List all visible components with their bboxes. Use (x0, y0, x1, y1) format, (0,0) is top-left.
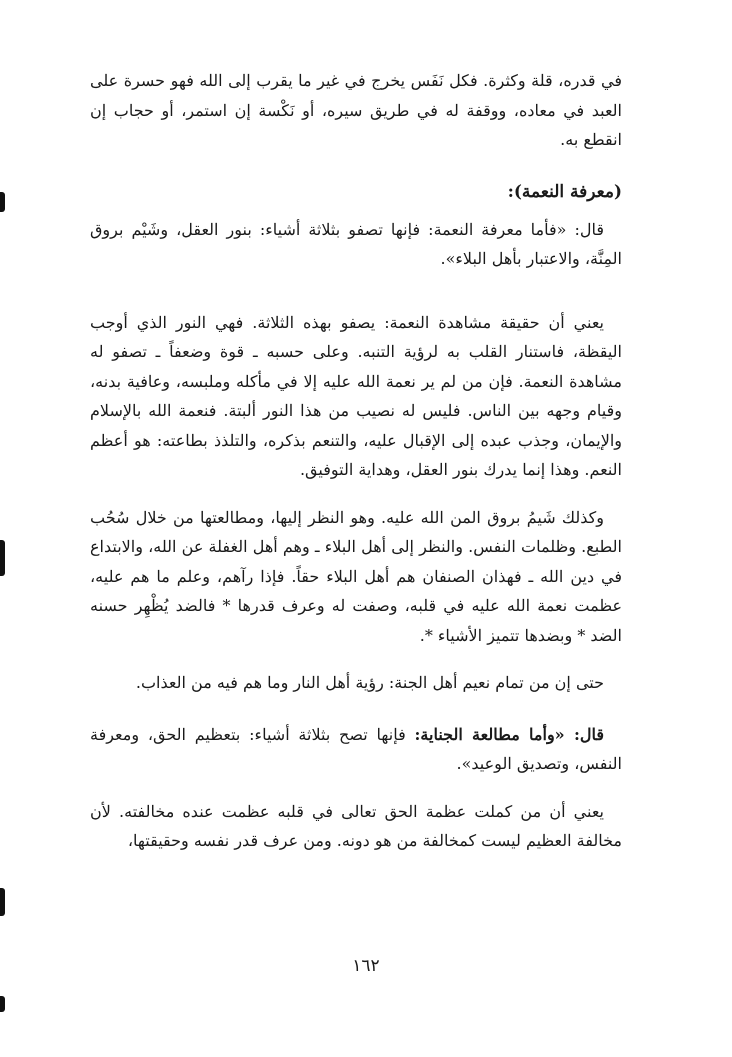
quote-rest: فإنها تصح بثلاثة أشياء: بتعظيم الحق، ومعرفة النفس، وتصديق الوعيد». (90, 724, 622, 773)
page-body (90, 66, 622, 856)
section-heading: (معرفة النعمة): (507, 181, 622, 202)
scan-edge-mark (0, 192, 5, 212)
scan-edge-mark (0, 540, 5, 576)
explanation-paragraph-3: حتى إن من تمام نعيم أهل الجنة: رؤية أهل النار وما هم فيه من العذاب. (135, 673, 604, 692)
explanation-paragraph-2: وكذلك شَيمُ بروق المن الله عليه. وهو النظر إليها، ومطالعتها من خلال سُحُب الطبع. وظلمات النفس. والنظر إلى أهل البلاء ـ وهم أهل الغفلة عن الله، والابتداع في دين الله ـ فهذان الصنفان هم أهل البلاء حقاً. فإذا رآهم، وعلم ما هم عليه، عظمت نعمة الله عليه في قلبه، وصفت له وعرف قدرها * فالضد يُظْهِر حسنه الضد * وبضدها تتميز الأشياء *. (90, 507, 622, 645)
scan-edge-mark (0, 888, 5, 916)
page-number: ١٦٢ (352, 956, 380, 976)
explanation-paragraph: يعني أن حقيقة مشاهدة النعمة: يصفو بهذه الثلاثة. فهي النور الذي أوجب اليقظة، فاستنار القلب به لرؤية التنبه. وعلى حسبه ـ قوة وضعفاً ـ تصفو له مشاهدة النعمة. فإن من لم ير نعمة الله عليه إلا في مأكله وملبسه، وعافية بدنه، وقيام وجهه بين الناس. فليس له نصيب من هذا النور ألبتة. فنعمة الله بالإسلام والإيمان، وجذب عبده إلى الإقبال عليه، والتنعم بذكره، والتلذذ بطاعته: هو أعظم النعم. وهذا إنما يدرك بنور العقل، وهداية التوفيق. (90, 312, 622, 479)
scan-edge-mark (0, 996, 5, 1012)
explanation-paragraph-4: يعني أن من كملت عظمة الحق تعالى في قلبه عظمت عنده مخالفته. لأن مخالفة العظيم ليست كمخالفة من هو دونه. ومن عرف قدر نفسه وحقيقتها، (90, 801, 622, 850)
quote-lead: قال: «وأما مطالعة الجناية: (414, 724, 604, 744)
quote-paragraph: قال: «فأما معرفة النعمة: فإنها تصفو بثلاثة أشياء: بنور العقل، وشَيْم بروق المِنَّة، والاعتبار بأهل البلاء». (90, 219, 622, 268)
paragraph-continuation: في قدره، قلة وكثرة. فكل نَفَس يخرج في غير ما يقرب إلى الله فهو حسرة على العبد في معاده، ووقفة له في طريق سيره، أو نَكْسة إن استمر، أو حجاب إن انقطع به. (90, 71, 622, 149)
quote-paragraph-2 (90, 720, 622, 779)
